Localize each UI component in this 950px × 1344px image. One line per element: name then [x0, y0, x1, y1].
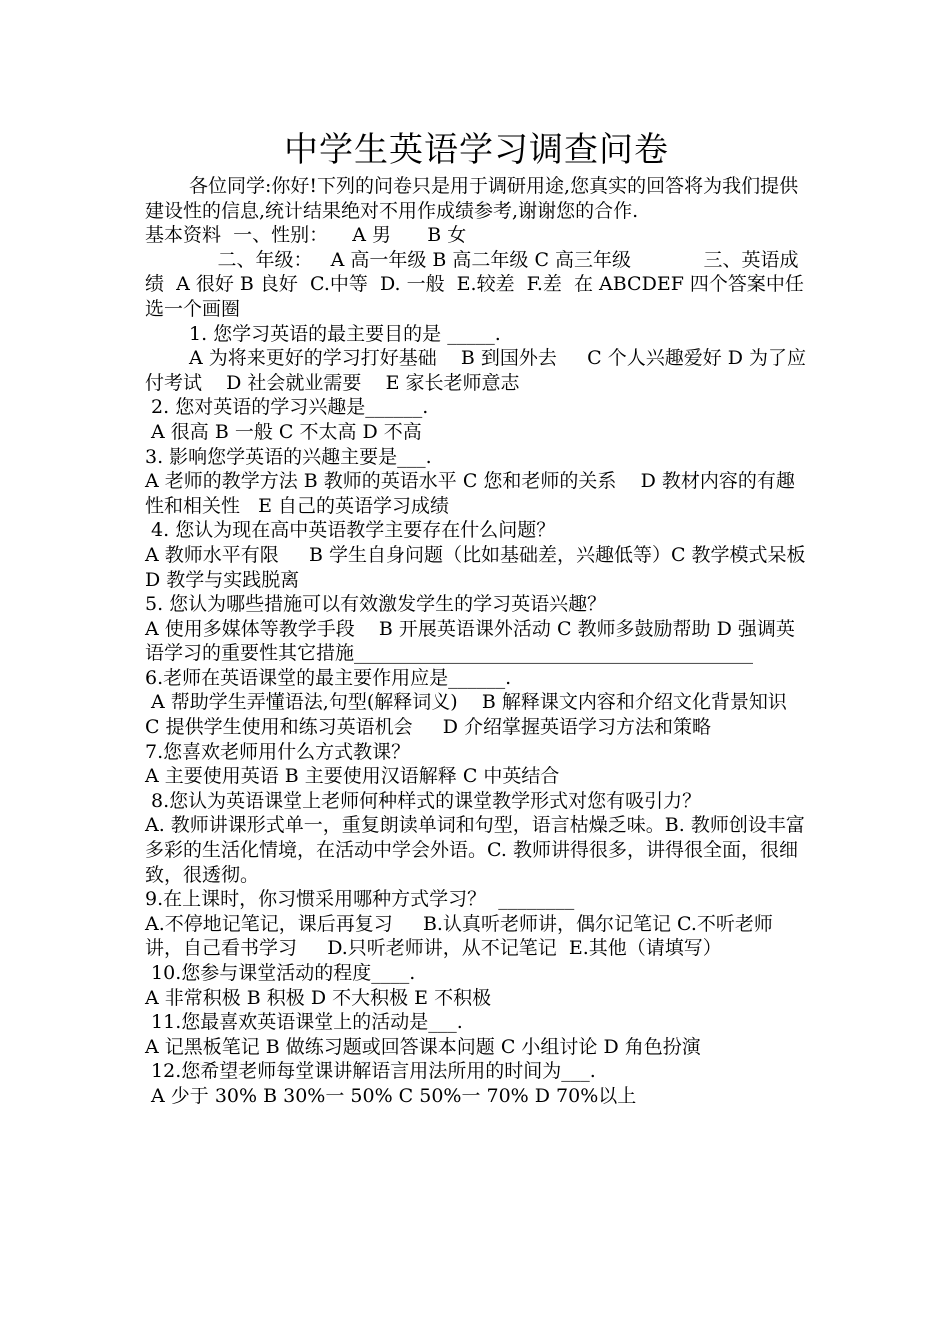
question-3-options: A 老师的教学方法 B 教师的英语水平 C 您和老师的关系 D 教材内容的有趣性和相关性 E 自己的英语学习成绩	[145, 470, 795, 517]
question-6: 6.老师在英语课堂的最主要作用应是______.	[145, 666, 512, 689]
question-10-options: A 非常积极 B 积极 D 不大积极 E 不积极	[145, 986, 492, 1009]
intro-paragraph: 各位同学:你好!下列的问卷只是用于调研用途,您真实的回答将为我们提供建设性的信息,统计结果绝对不用作成绩参考,谢谢您的合作.	[145, 175, 799, 222]
question-3: 3. 影响您学英语的兴趣主要是___.	[145, 445, 432, 468]
question-1: 1. 您学习英语的最主要目的是 _____.	[189, 322, 501, 345]
page-title: 中学生英语学习调查问卷	[284, 130, 669, 170]
question-11: 11.您最喜欢英语课堂上的活动是___.	[145, 1011, 463, 1034]
basic-info-grade-score: 二、年级： A 高一年级 B 高二年级 C 高三年级 三、英语成绩 A 很好 B 良好 C.中等 D. 一般 E.较差 F.差 在 ABCDEF 四个答案中任选一个画圈	[145, 248, 804, 320]
question-2: 2. 您对英语的学习兴趣是______.	[145, 396, 429, 419]
question-1-options: A 为将来更好的学习打好基础 B 到国外去 C 个人兴趣爱好 D 为了应付考试 D 社会就业需要 E 家长老师意志	[145, 347, 807, 394]
question-12: 12.您希望老师每堂课讲解语言用法所用的时间为___.	[145, 1060, 596, 1083]
question-4-options: A 教师水平有限 B 学生自身问题（比如基础差，兴趣低等）C 教学模式呆板 D 教学与实践脱离	[145, 543, 836, 591]
question-8-options: A. 教师讲课形式单一，重复朗读单词和句型，语言枯燥乏味。B. 教师创设丰富多彩的生活化情境，在活动中学会外语。C. 教师讲得很多，讲得很全面，很细致，很透彻。	[145, 814, 805, 886]
question-11-options: A 记黑板笔记 B 做练习题或回答课本问题 C 小组讨论 D 角色扮演	[145, 1035, 701, 1058]
question-5: 5. 您认为哪些措施可以有效激发学生的学习英语兴趣？	[145, 593, 607, 616]
question-7: 7.您喜欢老师用什么方式教课？	[145, 740, 411, 763]
question-12-options: A 少于 30% B 30%一 50% C 50%一 70% D 70%以上	[145, 1084, 637, 1107]
question-4: 4. 您认为现在高中英语教学主要存在什么问题？	[145, 519, 556, 542]
question-5-options: A 使用多媒体等教学手段 B 开展英语课外活动 C 教师多鼓励帮助 D 强调英语学习的重要性其它措施__________________________________________	[145, 617, 795, 665]
question-6-options: A 帮助学生弄懂语法,句型(解释词义) B 解释课文内容和介绍文化背景知识 C 提供学生使用和练习英语机会 D 介绍掌握英语学习方法和策略	[145, 691, 812, 739]
basic-info-gender: 基本资料 一、性别： A 男 B 女	[145, 224, 467, 247]
question-2-options: A 很高 B 一般 C 不太高 D 不高	[145, 420, 422, 443]
question-7-options: A 主要使用英语 B 主要使用汉语解释 C 中英结合	[145, 765, 560, 788]
document-page	[145, 128, 836, 1109]
question-9-options: A.不停地记笔记，课后再复习 B.认真听老师讲，偶尔记笔记 C.不听老师讲，自己看书学习 D.只听老师讲，从不记笔记 E.其他（请填写）	[145, 912, 773, 960]
question-8: 8.您认为英语课堂上老师何种样式的课堂教学形式对您有吸引力？	[145, 789, 702, 812]
question-10: 10.您参与课堂活动的程度____.	[145, 962, 416, 984]
question-9: 9.在上课时，你习惯采用哪种方式学习？ ________	[145, 888, 575, 911]
